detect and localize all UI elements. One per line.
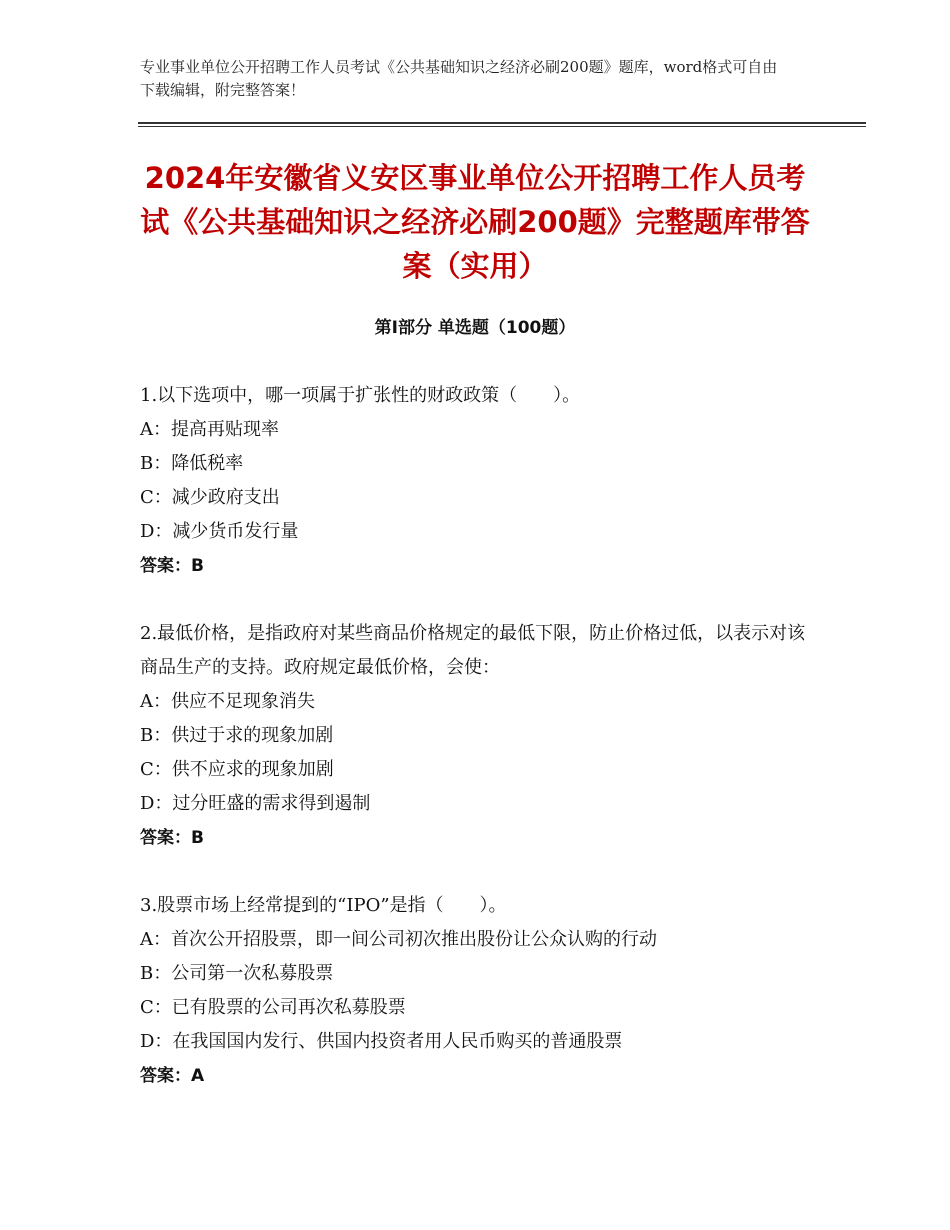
header-divider-thick bbox=[138, 122, 866, 124]
question-1 bbox=[140, 379, 810, 583]
header-note: 专业事业单位公开招聘工作人员考试《公共基础知识之经济必刷200题》题库，word格式可自由下载编辑，附完整答案！ bbox=[140, 58, 778, 99]
option-b: B：公司第一次私募股票 bbox=[140, 963, 334, 984]
option-c: C：已有股票的公司再次私募股票 bbox=[140, 997, 406, 1018]
option-d: D：在我国国内发行、供国内投资者用人民币购买的普通股票 bbox=[140, 1031, 623, 1052]
option-a: A：供应不足现象消失 bbox=[140, 691, 315, 712]
answer-line: 答案：B bbox=[140, 556, 204, 576]
option-b: B：降低税率 bbox=[140, 453, 244, 474]
question-stem: 2.最低价格，是指政府对某些商品价格规定的最低下限，防止价格过低，以表示对该商品生产的支持。政府规定最低价格，会使： bbox=[140, 623, 806, 678]
question-stem: 3.股票市场上经常提到的“IPO”是指（ ）。 bbox=[140, 895, 507, 916]
question-list bbox=[140, 379, 810, 1127]
document-title: 2024年安徽省义安区事业单位公开招聘工作人员考试《公共基础知识之经济必刷200题》完整题库带答案（实用） bbox=[140, 161, 810, 283]
question-stem: 1.以下选项中，哪一项属于扩张性的财政政策（ ）。 bbox=[140, 385, 581, 406]
option-a: A：提高再贴现率 bbox=[140, 419, 279, 440]
option-c: C：减少政府支出 bbox=[140, 487, 280, 508]
question-3 bbox=[140, 889, 810, 1093]
option-c: C：供不应求的现象加剧 bbox=[140, 759, 334, 780]
header-divider-thin bbox=[138, 126, 866, 127]
option-d: D：过分旺盛的需求得到遏制 bbox=[140, 793, 371, 814]
section-title: 第Ⅰ部分 单选题（100题） bbox=[374, 318, 576, 338]
answer-line: 答案：B bbox=[140, 828, 204, 848]
answer-line: 答案：A bbox=[140, 1066, 205, 1086]
option-b: B：供过于求的现象加剧 bbox=[140, 725, 334, 746]
option-d: D：减少货币发行量 bbox=[140, 521, 299, 542]
option-a: A：首次公开招股票，即一间公司初次推出股份让公众认购的行动 bbox=[140, 929, 657, 950]
question-2 bbox=[140, 617, 810, 855]
